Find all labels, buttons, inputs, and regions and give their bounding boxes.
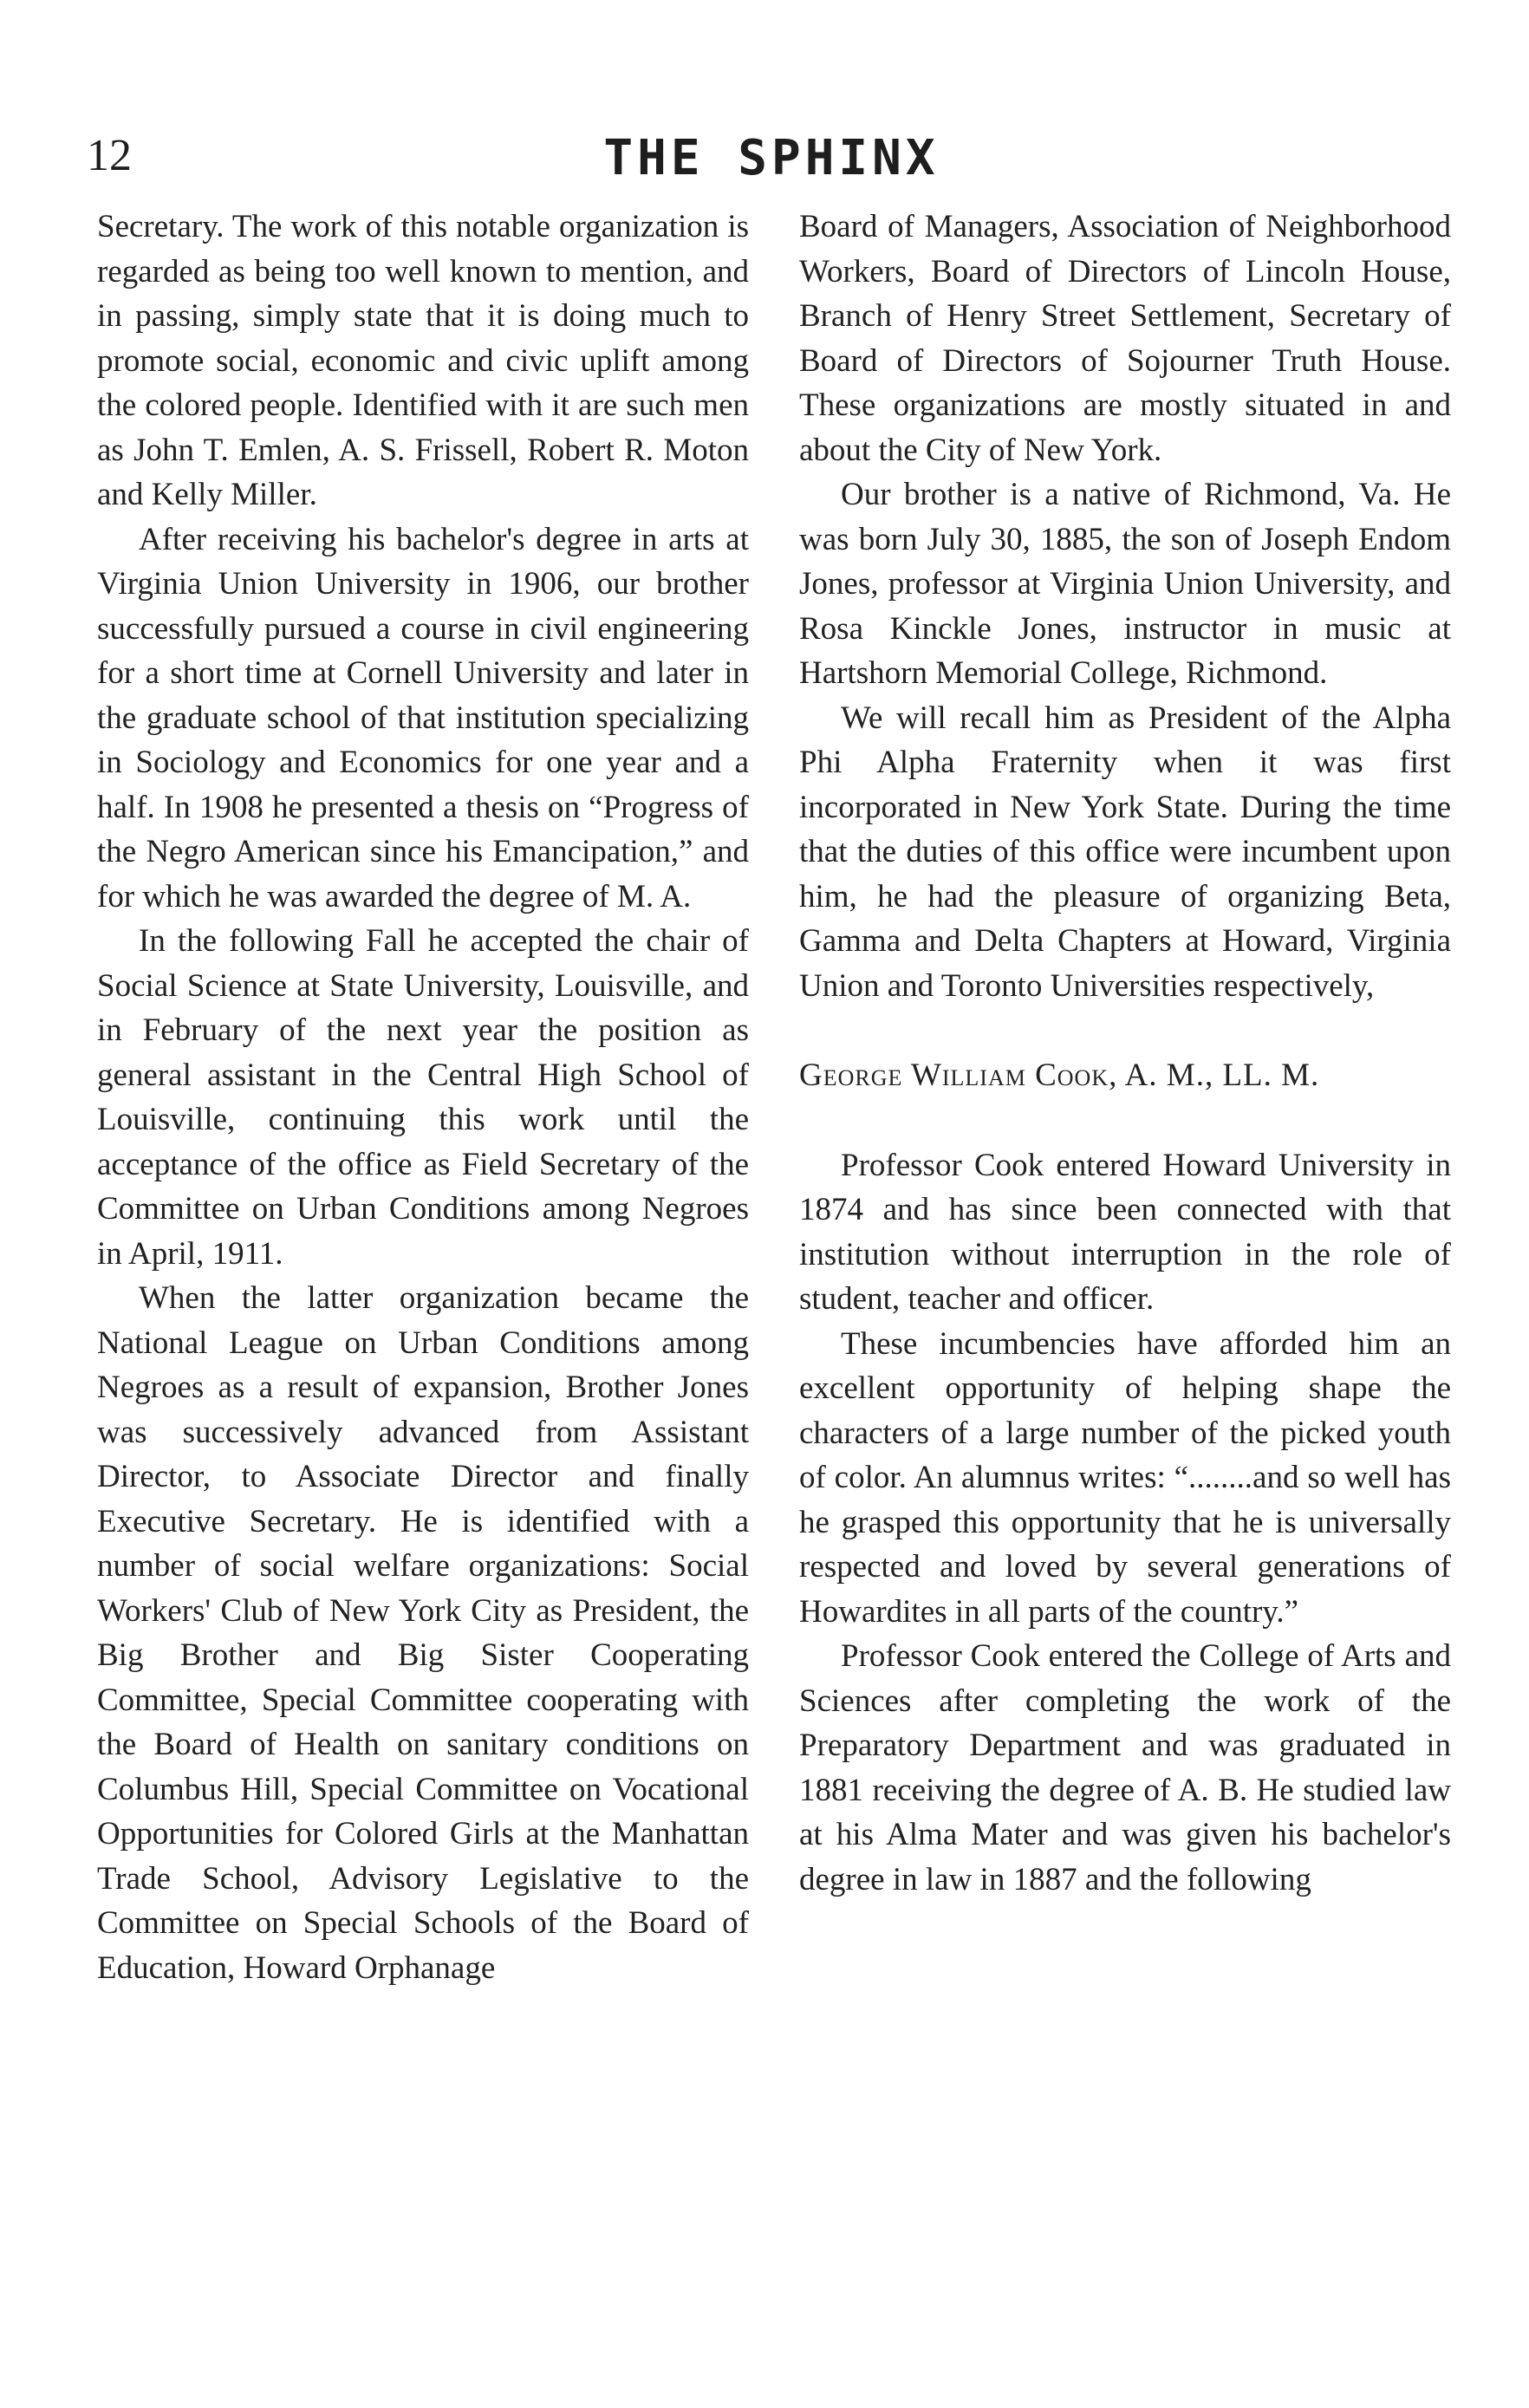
right-column (799, 205, 1451, 1902)
paragraph: Secretary. The work of this notable organization is regarded as being too well known to mention, and in passing, simply state that it is doing much to promote social, economic and civic uplift among the colored people. Identified with it are such men as John T. Emlen, A. S. Frissell, Robert R. Moton and Kelly Miller. (97, 209, 749, 512)
page-header (87, 130, 1456, 199)
paragraph: After receiving his bachelor's degree in arts at Virginia Union University in 1906, our brother successfully pursued a course in civil engineering for a short time at Cornell University and later in the graduate school of that institution specializing in Sociology and Economics for one year and a half. In 1908 he presented a thesis on “Progress of the Negro American since his Emancipation,” and for which he was awarded the degree of M. A. (97, 521, 749, 914)
paragraph: These incumbencies have afforded him an excellent opportunity of helping shape the characters of a large number of the picked youth of color. An alumnus writes: “........and so well has he grasped this opportunity that he is universally respected and loved by several generations of Howardites in all parts of the country.” (799, 1325, 1451, 1630)
paragraph: Professor Cook entered the College of Arts and Sciences after completing the work of the Preparatory Department and was graduated in 1881 receiving the degree of A. B. He studied law at his Alma Mater and was given his bachelor's degree in law in 1887 and the following (799, 1638, 1451, 1897)
paragraph: In the following Fall he accepted the chair of Social Science at State University, Louisville, and in February of the next year the position as general assistant in the Central High School of Louisville, continuing this work until the acceptance of the office as Field Secretary of the Committee on Urban Conditions among Negroes in April, 1911. (97, 923, 749, 1272)
paragraph: When the latter organization became the National League on Urban Conditions among Negroes as a result of expansion, Brother Jones was successively advanced from Assistant Director, to Associate Director and finally Executive Secretary. He is identified with a number of social welfare organizations: Social Workers' Club of New York City as President, the Big Brother and Big Sister Cooperating Committee, Special Committee cooperating with the Board of Health on sanitary conditions on Columbus Hill, Special Committee on Vocational Opportunities for Colored Girls at the Manhattan Trade School, Advisory Legislative to the Committee on Special Schools of the Board of Education, Howard Orphanage (97, 1280, 749, 1986)
paragraph: Board of Managers, Association of Neighborhood Workers, Board of Directors of Lincoln House, Branch of Henry Street Settlement, Secretary of Board of Directors of Sojourner Truth House. These organizations are mostly situated in and about the City of New York. (799, 209, 1451, 468)
paragraph: We will recall him as President of the Alpha Phi Alpha Fraternity when it was first incorporated in New York State. During the time that the duties of this office were incumbent upon him, he had the pleasure of organizing Beta, Gamma and Delta Chapters at Howard, Virginia Union and Toronto Universities respectively, (799, 700, 1451, 1004)
page-number: 12 (87, 131, 132, 180)
paragraph: Our brother is a native of Richmond, Va. He was born July 30, 1885, the son of Joseph Endom Jones, professor at Virginia Union University, and Rosa Kinckle Jones, instructor in music at Hartshorn Memorial College, Richmond. (799, 477, 1451, 691)
paragraph: Professor Cook entered Howard University in 1874 and has since been connected with that institution without interruption in the role of student, teacher and officer. (799, 1147, 1451, 1317)
left-column (97, 205, 749, 1990)
running-title: THE SPHINX (603, 130, 940, 186)
section-byline: George William Cook, A. M., LL. M. (799, 1058, 1320, 1093)
